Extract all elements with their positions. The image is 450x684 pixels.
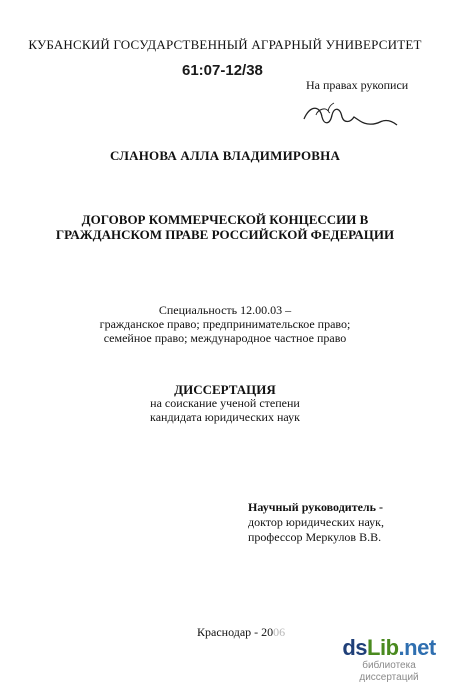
degree-line-2: кандидата юридических наук (150, 410, 300, 424)
supervisor-degree: доктор юридических наук, (248, 515, 384, 529)
handwritten-signature (300, 95, 400, 135)
specialty-line-2: гражданское право; предпринимательское право; (99, 317, 351, 331)
logo-lib: Lib (367, 635, 399, 660)
dslib-logo (336, 636, 442, 660)
catalog-number: 61:07-12/38 (182, 62, 263, 79)
city-year (197, 625, 285, 640)
supervisor-heading: Научный руководитель - (248, 500, 383, 514)
university-name: КУБАНСКИЙ ГОСУДАРСТВЕННЫЙ АГРАРНЫЙ УНИВЕРСИТЕТ (28, 37, 422, 52)
city-label: Краснодар - 20 (197, 625, 274, 639)
specialty-line-3: семейное право; международное частное право (103, 331, 347, 345)
watermark-caption: библиотека диссертаций (359, 660, 419, 683)
supervisor-name: профессор Меркулов В.В. (248, 530, 382, 544)
specialty-code: Специальность 12.00.03 – (158, 303, 292, 317)
supervisor-block (248, 500, 384, 545)
degree-line-1: на соискание ученой степени (150, 396, 300, 410)
title-line-1: ДОГОВОР КОММЕРЧЕСКОЙ КОНЦЕССИИ В (81, 212, 369, 227)
dslib-watermark (336, 636, 442, 684)
logo-net: .net (398, 635, 436, 660)
degree-block (0, 396, 450, 424)
title-line-2: ГРАЖДАНСКОМ ПРАВЕ РОССИЙСКОЙ ФЕДЕРАЦИИ (55, 227, 395, 242)
specialty-block (0, 303, 450, 345)
author-name: СЛАНОВА АЛЛА ВЛАДИМИРОВНА (109, 148, 341, 163)
dissertation-title (0, 212, 450, 242)
manuscript-rights-note: На правах рукописи (306, 78, 409, 92)
dissertation-heading: ДИССЕРТАЦИЯ (174, 382, 276, 397)
logo-ds: ds (342, 635, 368, 660)
year-partial: 06 (273, 625, 286, 639)
